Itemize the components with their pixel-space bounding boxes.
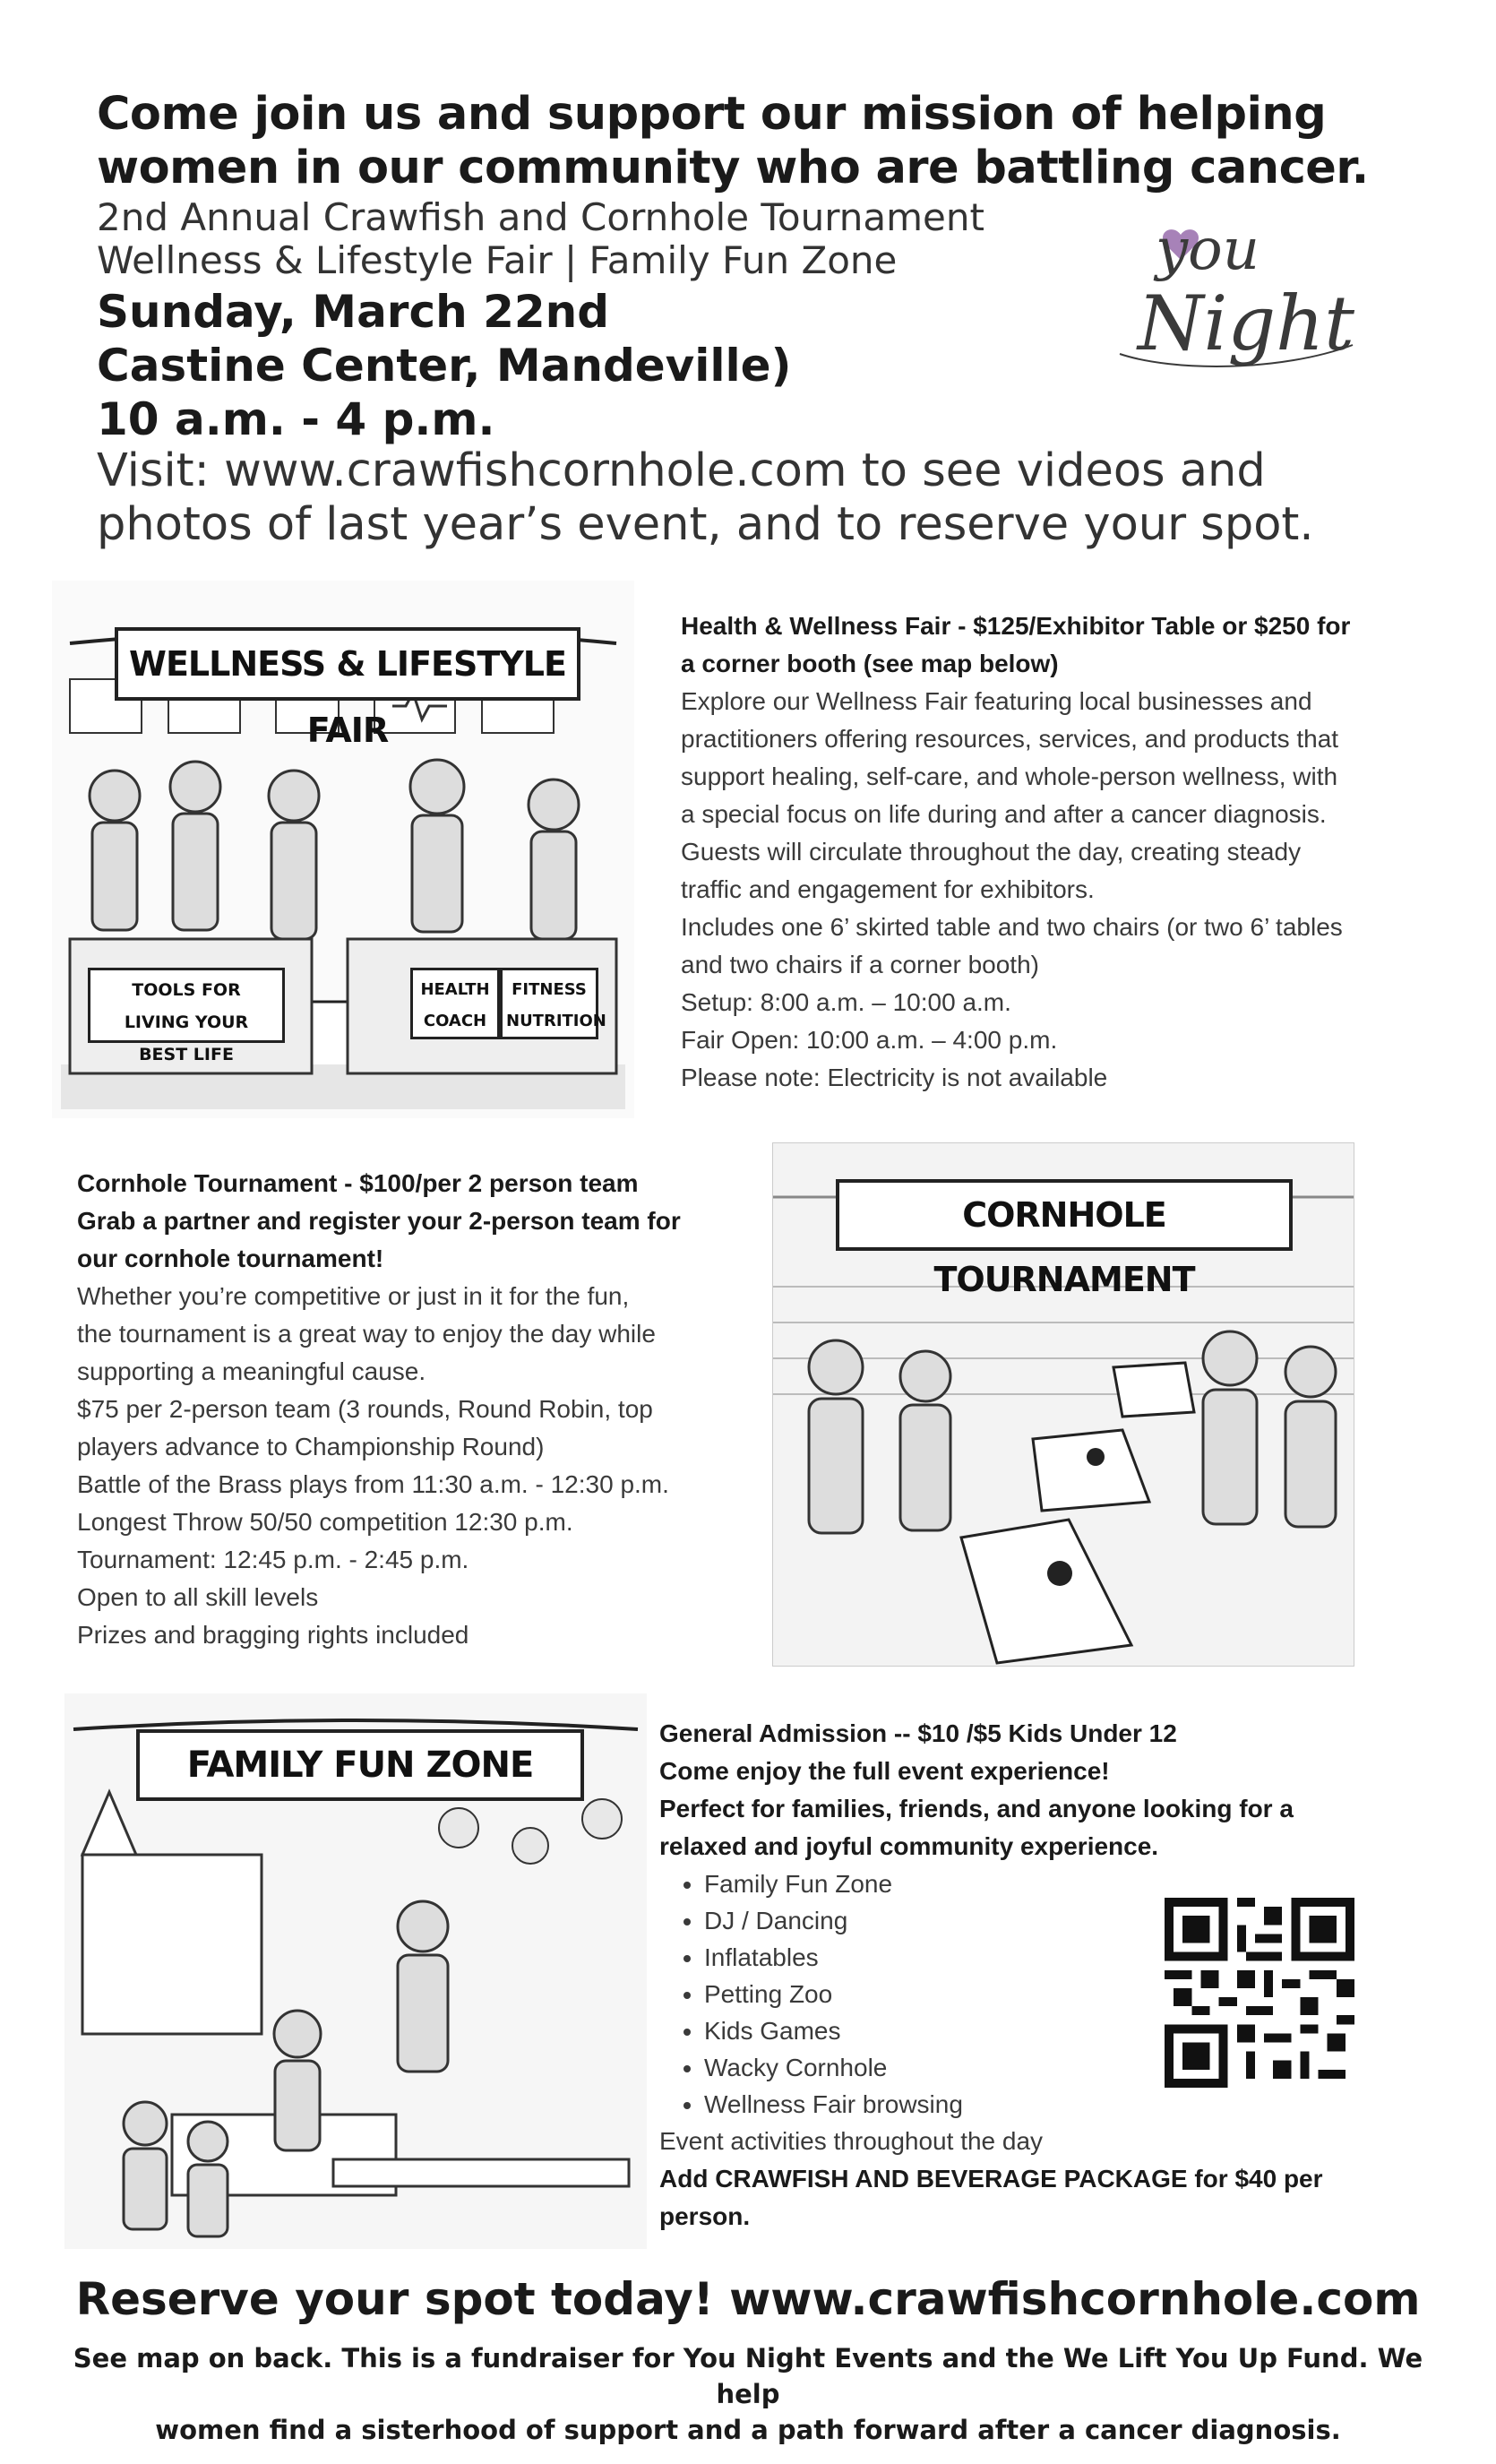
cornhole-line: Prizes and bragging rights included (77, 1621, 469, 1649)
cornhole-line: Whether you’re competitive or just in it for the fun, (77, 1282, 630, 1310)
event-venue: Castine Center, Mandeville) (97, 340, 792, 392)
headline-line-2: women in our community who are battling cancer. (97, 142, 1369, 194)
cornhole-line: Battle of the Brass plays from 11:30 a.m. - 12:30 p.m. (77, 1470, 669, 1498)
wellness-line: support healing, self-care, and whole-person wellness, with (681, 762, 1338, 790)
ga-bold-1: Come enjoy the full event experience! (659, 1757, 1110, 1785)
headline-line-1: Come join us and support our mission of helping (97, 88, 1327, 141)
qr-code[interactable] (1165, 1898, 1354, 2088)
ga-title: General Admission -- $10 /$5 Kids Under 12 (659, 1719, 1177, 1747)
wellness-banner: WELLNESS & LIFESTYLE FAIR (115, 627, 580, 701)
cornhole-banner: CORNHOLE TOURNAMENT (836, 1179, 1293, 1251)
cornhole-line: the tournament is a great way to enjoy the day while (77, 1320, 656, 1348)
addon-line-1: Add CRAWFISH AND BEVERAGE PACKAGE for $40 per (659, 2165, 1323, 2193)
wellness-sign-fitness: FITNESS NUTRITION (500, 968, 598, 1039)
event-time: 10 a.m. - 4 p.m. (97, 393, 495, 445)
wellness-title-2: a corner booth (see map below) (681, 650, 1059, 677)
wellness-sign-tools: TOOLS FOR LIVING YOUR BEST LIFE (88, 968, 285, 1043)
footer-note (54, 2340, 1442, 2448)
cornhole-line: Open to all skill levels (77, 1583, 319, 1611)
wellness-line: and two chairs if a corner booth) (681, 951, 1039, 978)
footer-cta: Reserve your spot today! www.crawfishcornhole.com (75, 2273, 1421, 2325)
wellness-electricity-note: Please note: Electricity is not available (681, 1064, 1108, 1091)
event-date: Sunday, March 22nd (97, 286, 610, 338)
wellness-open: Fair Open: 10:00 a.m. – 4:00 p.m. (681, 1026, 1058, 1054)
cornhole-bold-1: Grab a partner and register your 2-person team for (77, 1207, 681, 1235)
cornhole-line: Longest Throw 50/50 competition 12:30 p.m. (77, 1508, 573, 1536)
footer-note-line-2: women find a sisterhood of support and a path forward after a cancer diagnosis. (155, 2415, 1341, 2445)
wellness-fair-illustration (52, 581, 634, 1118)
cornhole-section (77, 1165, 776, 1654)
list-item: • Inflatables (704, 1939, 1412, 1976)
wellness-title-1: Health & Wellness Fair - $125/Exhibitor Table or $250 for (681, 612, 1351, 640)
wellness-line: Explore our Wellness Fair featuring local businesses and (681, 687, 1312, 715)
list-item: • DJ / Dancing (704, 1902, 1412, 1939)
visit-line-2: photos of last year’s event, and to reserve your spot. (97, 498, 1314, 551)
list-item: • Wellness Fair browsing (704, 2086, 1412, 2123)
footer-note-line-1: See map on back. This is a fundraiser for You Night Events and the We Lift You Up Fund. We help (73, 2343, 1423, 2409)
cornhole-line: supporting a meaningful cause. (77, 1357, 426, 1385)
wellness-line: a special focus on life during and after a cancer diagnosis. (681, 800, 1327, 828)
wellness-line: traffic and engagement for exhibitors. (681, 875, 1095, 903)
logo-word-you: you (1156, 217, 1260, 283)
ga-bold-2: Perfect for families, friends, and anyone looking for a (659, 1795, 1294, 1822)
wellness-section (681, 607, 1451, 1097)
addon-line-2: person. (659, 2202, 751, 2230)
event-subtitle-2: Wellness & Lifestyle Fair | Family Fun Zone (97, 238, 898, 282)
visit-line-1: Visit: www.crawfishcornhole.com to see videos and (97, 444, 1266, 497)
cornhole-bold-2: our cornhole tournament! (77, 1245, 384, 1272)
you-night-logo (1102, 197, 1371, 376)
funzone-banner: FAMILY FUN ZONE (136, 1729, 584, 1801)
wellness-line: Includes one 6’ skirted table and two chairs (or two 6’ tables (681, 913, 1343, 941)
list-item: • Family Fun Zone (704, 1865, 1412, 1902)
ga-bold-3: relaxed and joyful community experience. (659, 1832, 1159, 1860)
list-item: • Wacky Cornhole (704, 2049, 1412, 2086)
event-subtitle-1: 2nd Annual Crawfish and Cornhole Tournament (97, 195, 984, 239)
cornhole-line: $75 per 2-person team (3 rounds, Round Robin, top (77, 1395, 653, 1423)
logo-word-night: Night (1138, 280, 1354, 367)
list-item: • Petting Zoo (704, 1976, 1412, 2012)
cornhole-line: Tournament: 12:45 p.m. - 2:45 p.m. (77, 1546, 469, 1573)
wellness-setup: Setup: 8:00 a.m. – 10:00 a.m. (681, 988, 1011, 1016)
cornhole-illustration (772, 1142, 1354, 1667)
cornhole-line: players advance to Championship Round) (77, 1433, 545, 1460)
wellness-line: Guests will circulate throughout the day, creating steady (681, 838, 1302, 866)
ga-after: Event activities throughout the day (659, 2127, 1044, 2155)
list-item: • Kids Games (704, 2012, 1412, 2049)
wellness-sign-health-coach: HEALTH COACH (410, 968, 500, 1039)
cornhole-title: Cornhole Tournament - $100/per 2 person team (77, 1169, 639, 1197)
wellness-line: practitioners offering resources, services, and products that (681, 725, 1339, 753)
family-fun-zone-illustration (64, 1693, 647, 2249)
